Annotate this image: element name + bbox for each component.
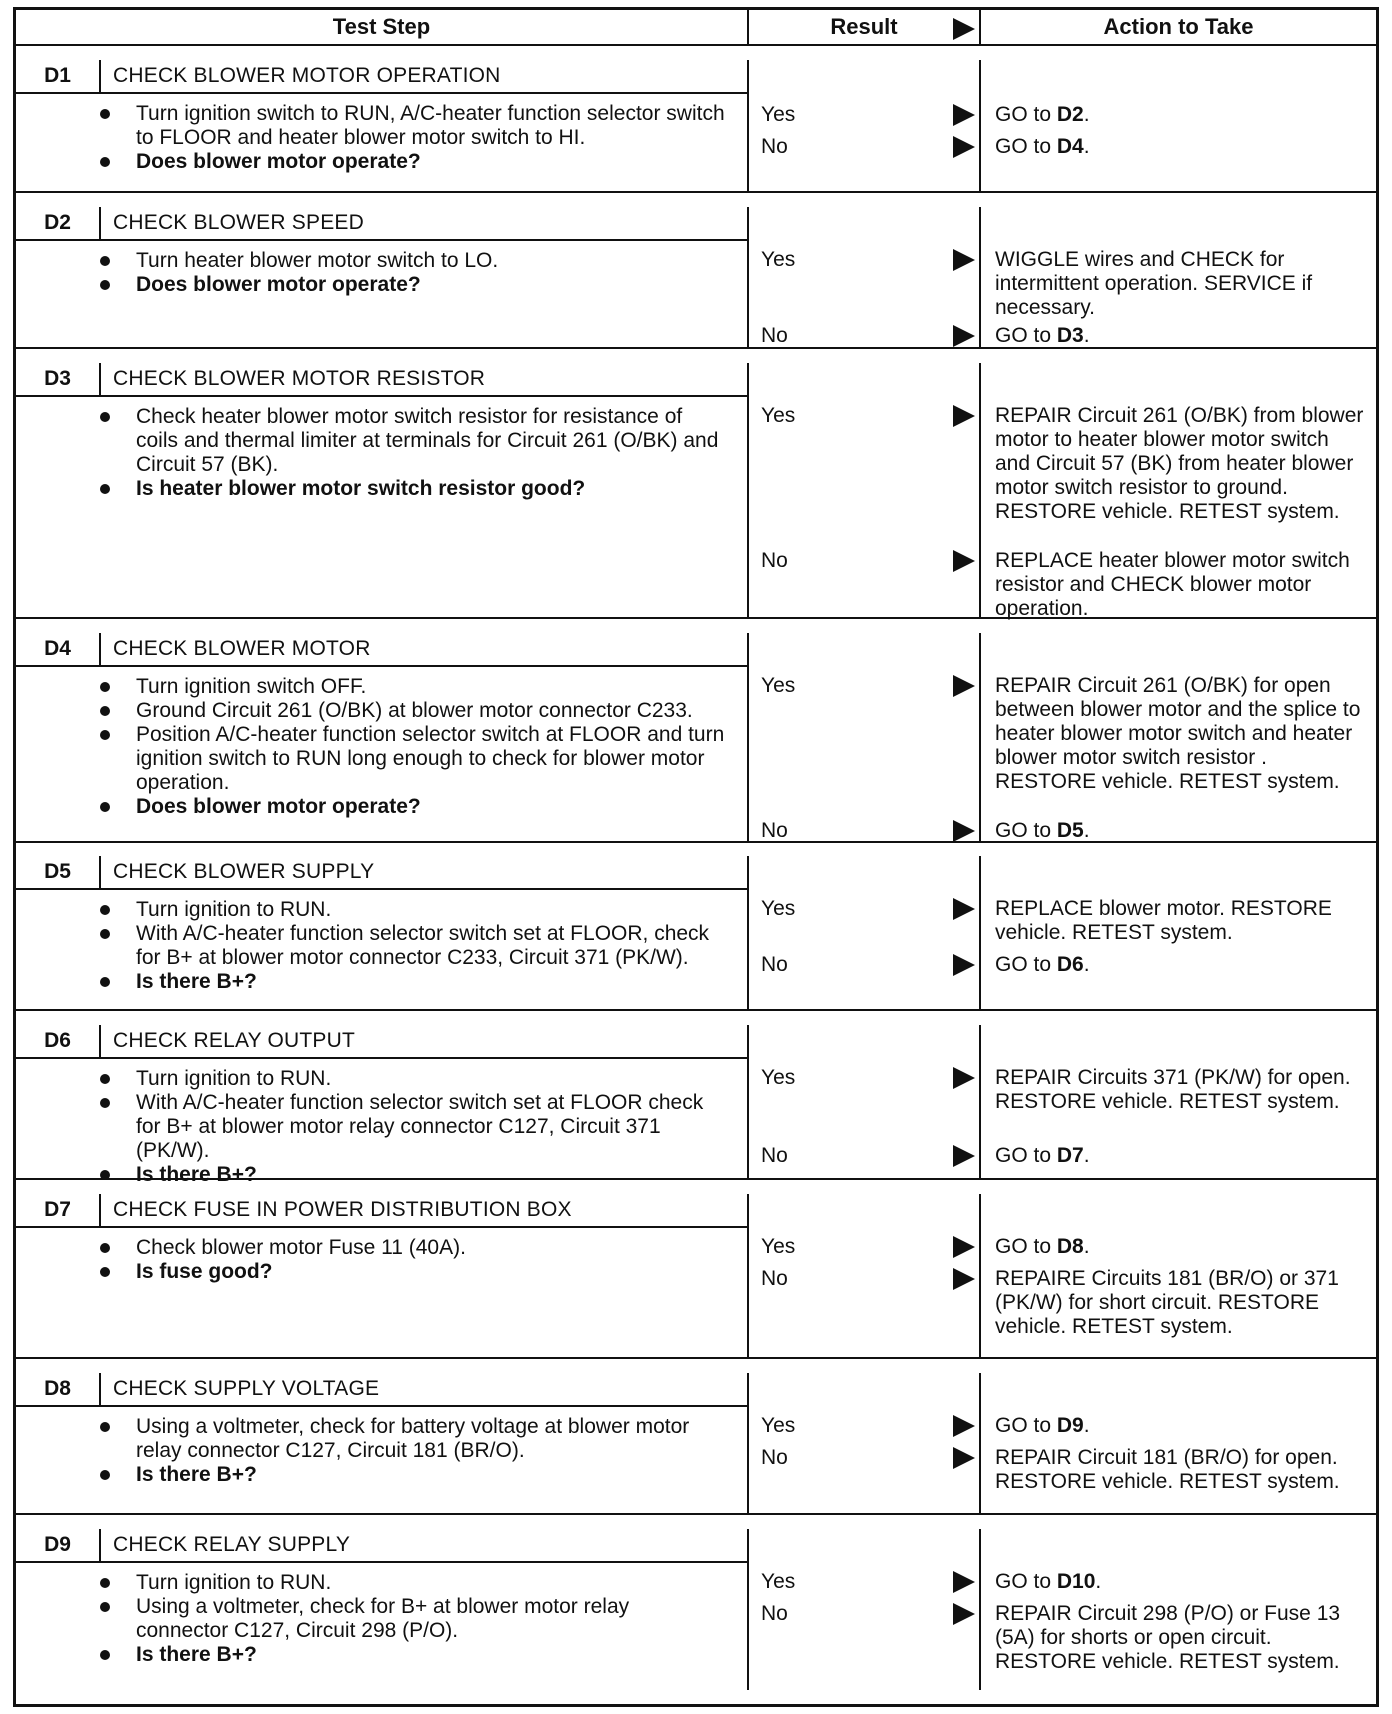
result-cell — [749, 1529, 981, 1690]
arrow-right-icon — [953, 675, 975, 697]
step-title: CHECK BLOWER MOTOR RESISTOR — [113, 366, 486, 390]
result-yes — [761, 100, 979, 130]
result-no — [761, 321, 979, 351]
step-question: Does blower motor operate? — [136, 150, 727, 174]
step-id: D8 — [16, 1373, 101, 1405]
action-text: REPLACE blower motor. RESTORE vehicle. RETEST system. — [995, 897, 1332, 945]
action-tail: . — [1095, 1570, 1102, 1594]
step-instructions — [16, 1067, 747, 1187]
step-header — [16, 633, 747, 667]
result-label: No — [761, 818, 788, 842]
arrow-right-icon — [953, 1603, 975, 1625]
step-header — [16, 363, 747, 397]
step-question: Is there B+? — [136, 970, 727, 994]
step-title: CHECK BLOWER SPEED — [113, 210, 364, 234]
action-text: GO to — [995, 1144, 1057, 1168]
action-text: REPAIR Circuit 181 (BR/O) for open. RESTORE vehicle. RETEST system. — [995, 1446, 1340, 1494]
arrow-right-icon — [953, 820, 975, 842]
step-instructions — [16, 898, 747, 994]
action-yes — [995, 897, 1368, 945]
result-label: No — [761, 1267, 788, 1291]
action-tail: . — [1083, 1414, 1090, 1438]
test-step-d6 — [16, 1025, 749, 1187]
action-step-ref: D9 — [1056, 1414, 1084, 1438]
action-tail: . — [1083, 323, 1090, 347]
step-title: CHECK BLOWER MOTOR — [113, 636, 371, 660]
instruction-item: Turn ignition switch to RUN, A/C-heater function selector switch to FLOOR and heater blower motor switch to HI. — [136, 102, 727, 150]
action-no — [995, 819, 1368, 843]
result-no — [761, 1141, 979, 1171]
action-no — [995, 953, 1368, 977]
step-id: D1 — [16, 60, 101, 92]
arrow-right-icon — [953, 249, 975, 271]
action-yes — [995, 1414, 1368, 1438]
action-step-ref: D5 — [1056, 818, 1084, 842]
action-step-ref: D3 — [1056, 323, 1084, 347]
result-yes — [761, 894, 979, 924]
arrow-right-icon — [953, 405, 975, 427]
result-label: No — [761, 548, 788, 572]
test-step-d3 — [16, 363, 749, 619]
test-step-d5 — [16, 856, 749, 1011]
action-text: REPAIR Circuit 261 (O/BK) from blower motor to heater blower motor switch and Circuit 57 (BK) from heater blower motor switch resistor to ground. RESTORE vehicle. RETEST system. — [995, 403, 1364, 523]
action-tail: . — [1083, 818, 1090, 842]
step-header — [16, 1529, 747, 1563]
arrow-right-icon — [953, 136, 975, 158]
arrow-right-icon — [953, 1067, 975, 1089]
arrow-right-icon — [953, 954, 975, 976]
action-text: GO to — [995, 1570, 1057, 1594]
result-cell — [749, 856, 981, 1011]
instruction-item: Ground Circuit 261 (O/BK) at blower motor connector C233. — [136, 699, 727, 723]
instruction-item: Turn ignition to RUN. — [136, 898, 727, 922]
step-instructions — [16, 1415, 747, 1487]
arrow-right-icon — [953, 1415, 975, 1437]
test-step-d2 — [16, 207, 749, 349]
header-result-label: Result — [830, 14, 898, 39]
instruction-item: Check heater blower motor switch resistor for resistance of coils and thermal limiter at terminals for Circuit 261 (O/BK) and Circuit 57 (BK). — [136, 405, 727, 477]
step-header — [16, 1194, 747, 1228]
action-text: GO to — [995, 323, 1057, 347]
step-question: Is heater blower motor switch resistor good? — [136, 477, 727, 501]
action-step-ref: D10 — [1056, 1570, 1096, 1594]
step-id: D3 — [16, 363, 101, 395]
step-question: Is there B+? — [136, 1463, 727, 1487]
result-no — [761, 816, 979, 846]
result-label: No — [761, 323, 788, 347]
result-no — [761, 1599, 979, 1629]
action-text: GO to — [995, 1414, 1057, 1438]
action-no — [995, 324, 1368, 348]
action-cell — [981, 1025, 1376, 1180]
action-text: GO to — [995, 1235, 1057, 1259]
action-no — [995, 549, 1368, 621]
action-cell — [981, 633, 1376, 843]
arrow-right-icon — [953, 104, 975, 126]
result-yes — [761, 401, 979, 431]
test-step-d1 — [16, 60, 749, 193]
result-cell — [749, 207, 981, 349]
arrow-right-icon — [953, 1236, 975, 1258]
result-label: Yes — [761, 1570, 796, 1594]
arrow-right-icon — [953, 1268, 975, 1290]
result-no — [761, 546, 979, 576]
result-label: No — [761, 1144, 788, 1168]
arrow-right-icon — [953, 1571, 975, 1593]
step-instructions — [16, 1571, 747, 1667]
result-cell — [749, 1194, 981, 1359]
result-label: Yes — [761, 403, 796, 427]
instruction-item: With A/C-heater function selector switch set at FLOOR check for B+ at blower motor relay connector C127, Circuit 371 (PK/W). — [136, 1091, 727, 1163]
result-no — [761, 1443, 979, 1473]
result-yes — [761, 1232, 979, 1262]
instruction-item: Turn ignition switch OFF. — [136, 675, 727, 699]
action-text: REPAIR Circuits 371 (PK/W) for open. RESTORE vehicle. RETEST system. — [995, 1066, 1351, 1114]
action-text: GO to — [995, 953, 1057, 977]
action-yes — [995, 1235, 1368, 1259]
step-header — [16, 60, 747, 94]
action-cell — [981, 207, 1376, 349]
action-cell — [981, 856, 1376, 1011]
result-label: No — [761, 134, 788, 158]
action-cell — [981, 1194, 1376, 1359]
step-header — [16, 207, 747, 241]
instruction-item: Position A/C-heater function selector switch at FLOOR and turn ignition switch to RUN long enough to check for blower motor operation. — [136, 723, 727, 795]
step-instructions — [16, 249, 747, 297]
step-question: Does blower motor operate? — [136, 273, 727, 297]
arrow-right-icon — [953, 898, 975, 920]
action-cell — [981, 363, 1376, 619]
step-id: D2 — [16, 207, 101, 239]
action-text: REPAIRE Circuits 181 (BR/O) or 371 (PK/W) for short circuit. RESTORE vehicle. RETEST system. — [995, 1267, 1339, 1339]
result-label: No — [761, 953, 788, 977]
step-id: D4 — [16, 633, 101, 665]
instruction-item: Turn ignition to RUN. — [136, 1571, 727, 1595]
instruction-item: Using a voltmeter, check for B+ at blower motor relay connector C127, Circuit 298 (P/O). — [136, 1595, 727, 1643]
result-label: No — [761, 1446, 788, 1470]
step-instructions — [16, 1236, 747, 1284]
result-cell — [749, 60, 981, 193]
instruction-item: Turn ignition to RUN. — [136, 1067, 727, 1091]
step-title: CHECK RELAY SUPPLY — [113, 1533, 351, 1557]
action-yes — [995, 248, 1368, 320]
instruction-item: Using a voltmeter, check for battery voltage at blower motor relay connector C127, Circuit 181 (BR/O). — [136, 1415, 727, 1463]
action-yes — [995, 1066, 1368, 1114]
action-text: GO to — [995, 102, 1057, 126]
step-instructions — [16, 675, 747, 819]
action-text: REPLACE heater blower motor switch resistor and CHECK blower motor operation. — [995, 548, 1350, 620]
test-step-d7 — [16, 1194, 749, 1359]
test-step-d4 — [16, 633, 749, 843]
action-yes — [995, 103, 1368, 127]
test-step-d9 — [16, 1529, 749, 1690]
result-label: Yes — [761, 673, 796, 697]
action-tail: . — [1083, 134, 1090, 158]
result-yes — [761, 671, 979, 701]
result-yes — [761, 1063, 979, 1093]
step-title: CHECK BLOWER SUPPLY — [113, 860, 375, 884]
result-no — [761, 950, 979, 980]
test-step-d8 — [16, 1373, 749, 1515]
step-id: D9 — [16, 1529, 101, 1561]
instruction-item: Turn heater blower motor switch to LO. — [136, 249, 727, 273]
action-tail: . — [1083, 1235, 1090, 1259]
step-question: Is fuse good? — [136, 1260, 727, 1284]
action-text: WIGGLE wires and CHECK for intermittent operation. SERVICE if necessary. — [995, 247, 1313, 319]
result-no — [761, 1264, 979, 1294]
action-text: REPAIR Circuit 298 (P/O) or Fuse 13 (5A) for shorts or open circuit. RESTORE vehicle. RETEST system. — [995, 1602, 1341, 1674]
result-cell — [749, 633, 981, 843]
step-id: D7 — [16, 1194, 101, 1226]
step-header — [16, 856, 747, 890]
result-cell — [749, 1373, 981, 1515]
instruction-item: Check blower motor Fuse 11 (40A). — [136, 1236, 727, 1260]
result-yes — [761, 1411, 979, 1441]
step-title: CHECK BLOWER MOTOR OPERATION — [113, 63, 501, 87]
header-test-step-label: Test Step — [332, 14, 431, 39]
step-header — [16, 1373, 747, 1407]
action-yes — [995, 1570, 1368, 1594]
step-question: Is there B+? — [136, 1163, 727, 1187]
action-tail: . — [1083, 953, 1090, 977]
result-label: Yes — [761, 247, 796, 271]
action-no — [995, 1602, 1368, 1674]
diagnostic-table — [13, 7, 1379, 1707]
step-id: D5 — [16, 856, 101, 888]
result-label: Yes — [761, 1066, 796, 1090]
step-title: CHECK FUSE IN POWER DISTRIBUTION BOX — [113, 1198, 572, 1222]
result-cell — [749, 363, 981, 619]
arrow-right-icon — [953, 1145, 975, 1167]
action-no — [995, 1446, 1368, 1494]
action-step-ref: D7 — [1056, 1144, 1084, 1168]
action-no — [995, 1144, 1368, 1168]
action-step-ref: D2 — [1056, 102, 1084, 126]
action-no — [995, 135, 1368, 159]
step-title: CHECK RELAY OUTPUT — [113, 1029, 356, 1053]
action-step-ref: D4 — [1056, 134, 1084, 158]
result-no — [761, 132, 979, 162]
step-instructions — [16, 102, 747, 174]
result-label: Yes — [761, 897, 796, 921]
action-tail: . — [1083, 102, 1090, 126]
action-tail: . — [1083, 1144, 1090, 1168]
action-step-ref: D8 — [1056, 1235, 1084, 1259]
header-test-step — [16, 10, 749, 46]
arrow-right-icon — [953, 18, 975, 40]
action-step-ref: D6 — [1056, 953, 1084, 977]
action-text: GO to — [995, 818, 1057, 842]
arrow-right-icon — [953, 1447, 975, 1469]
result-cell — [749, 1025, 981, 1180]
action-cell — [981, 1529, 1376, 1690]
result-label: Yes — [761, 1235, 796, 1259]
header-action-label: Action to Take — [1103, 14, 1254, 39]
action-text: REPAIR Circuit 261 (O/BK) for open between blower motor and the splice to heater blower motor switch and heater blower motor switch resistor . RESTORE vehicle. RETEST system. — [995, 673, 1361, 793]
result-label: No — [761, 1602, 788, 1626]
header-action — [981, 10, 1376, 46]
action-cell — [981, 60, 1376, 193]
result-yes — [761, 245, 979, 275]
step-question: Is there B+? — [136, 1643, 727, 1667]
step-instructions — [16, 405, 747, 501]
header-result — [749, 10, 981, 46]
instruction-item: With A/C-heater function selector switch set at FLOOR, check for B+ at blower motor connector C233, Circuit 371 (PK/W). — [136, 922, 727, 970]
action-text: GO to — [995, 134, 1057, 158]
arrow-right-icon — [953, 550, 975, 572]
step-title: CHECK SUPPLY VOLTAGE — [113, 1377, 380, 1401]
action-no — [995, 1267, 1368, 1339]
result-label: Yes — [761, 1414, 796, 1438]
step-header — [16, 1025, 747, 1059]
result-label: Yes — [761, 102, 796, 126]
action-cell — [981, 1373, 1376, 1515]
action-yes — [995, 674, 1368, 794]
arrow-right-icon — [953, 325, 975, 347]
result-yes — [761, 1567, 979, 1597]
action-yes — [995, 404, 1368, 524]
step-id: D6 — [16, 1025, 101, 1057]
table-grid — [16, 10, 1376, 1704]
step-question: Does blower motor operate? — [136, 795, 727, 819]
